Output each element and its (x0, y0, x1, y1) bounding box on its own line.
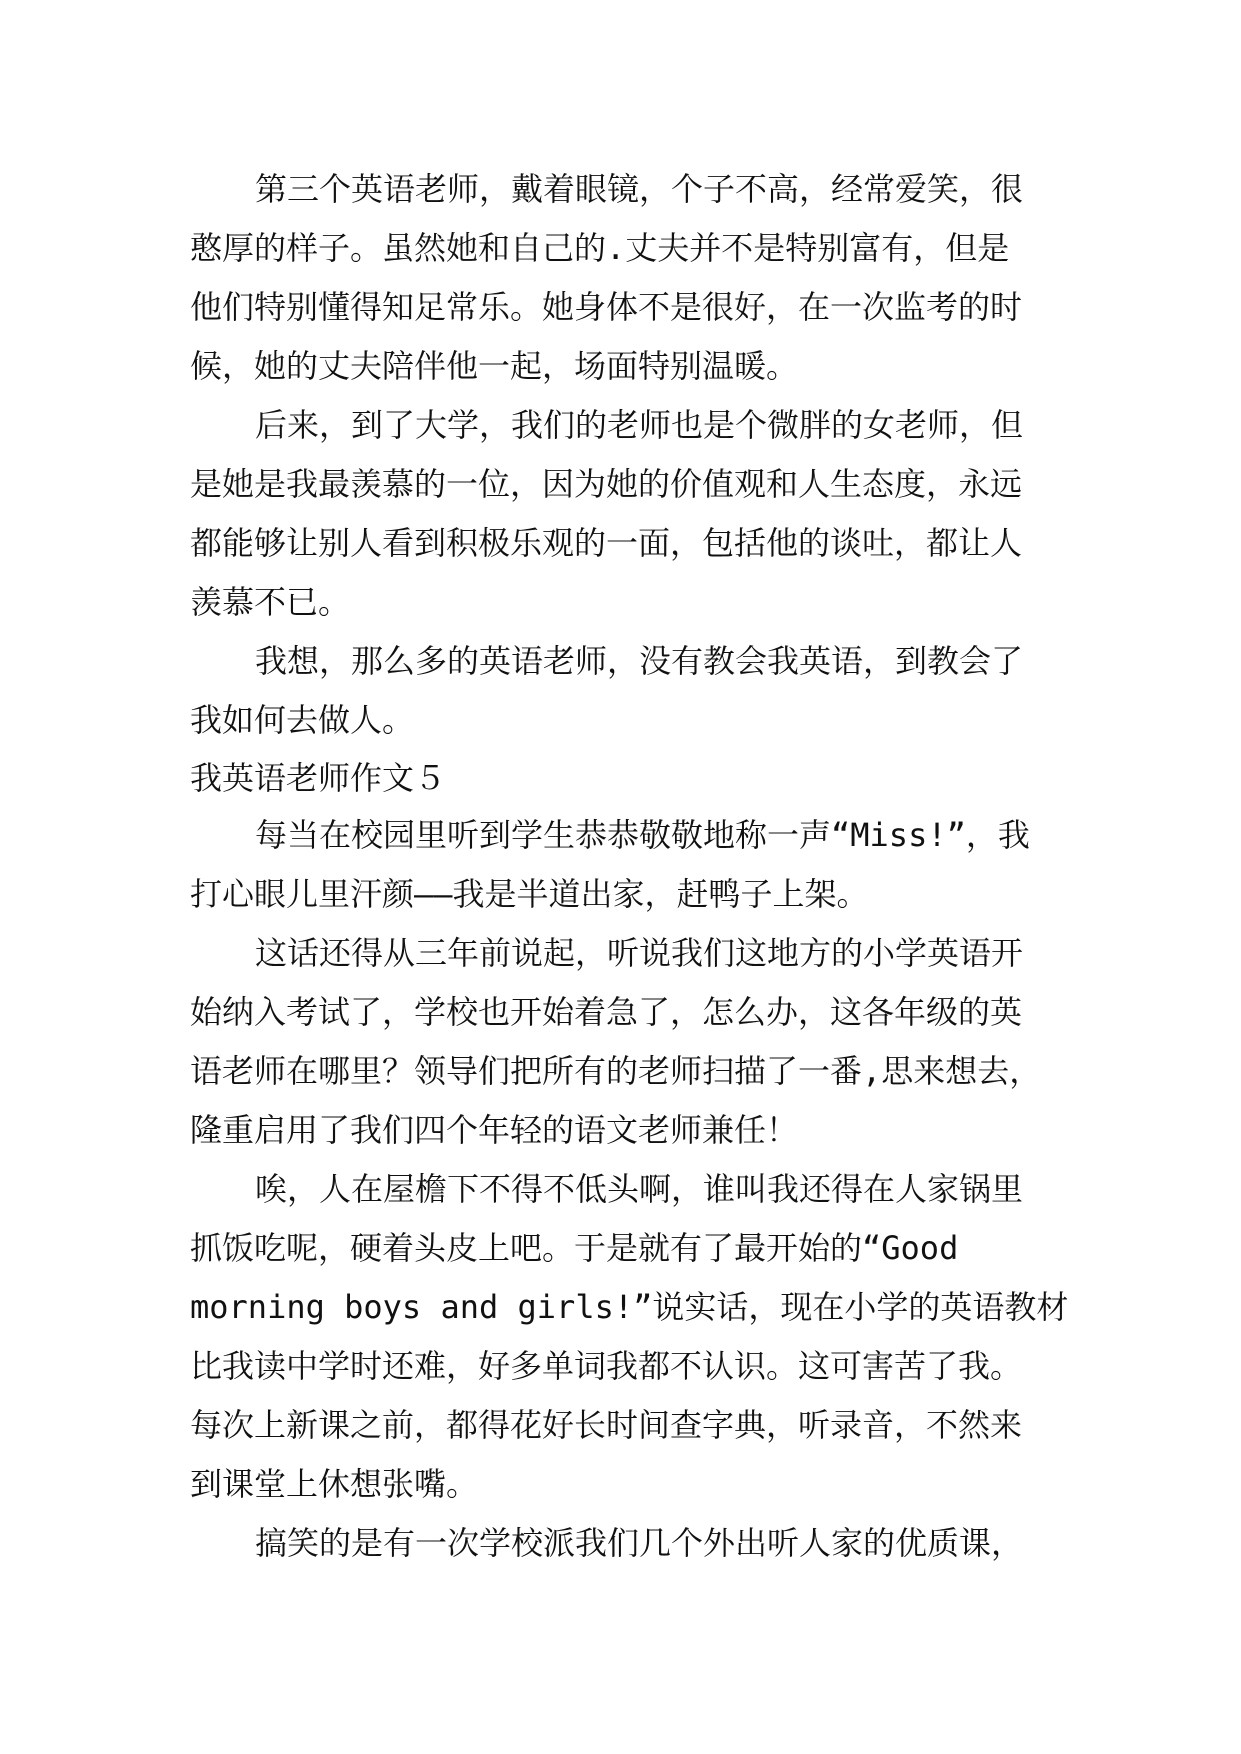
text-line: 是她是我最羡慕的一位，因为她的价值观和人生态度，永远 (190, 465, 1023, 503)
section-heading: 我英语老师作文５ (190, 759, 447, 797)
text-line: 语老师在哪里？领导们把所有的老师扫描了一番,思来想去， (190, 1052, 1042, 1090)
text-line: 羡慕不已。 (190, 583, 351, 621)
text-line: 每当在校园里听到学生恭恭敬敬地称一声“Miss!”，我 (255, 816, 1030, 854)
text-line: 始纳入考试了，学校也开始着急了，怎么办，这各年级的英 (190, 993, 1023, 1031)
text-line: 我如何去做人。 (190, 701, 415, 739)
text-line: 到课堂上休想张嘴。 (190, 1465, 479, 1503)
text-line: 唉，人在屋檐下不得不低头啊，谁叫我还得在人家锅里 (255, 1170, 1024, 1208)
text-line: 他们特别懂得知足常乐。她身体不是很好，在一次监考的时 (190, 288, 1023, 326)
text-line: 搞笑的是有一次学校派我们几个外出听人家的优质课， (255, 1524, 1024, 1562)
text-line: 都能够让别人看到积极乐观的一面，包括他的谈吐，都让人 (190, 524, 1023, 562)
text-line: 抓饭吃呢，硬着头皮上吧。于是就有了最开始的“Good (190, 1229, 959, 1267)
text-line: 每次上新课之前，都得花好长时间查字典，听录音，不然来 (190, 1406, 1023, 1444)
text-line: 我想，那么多的英语老师，没有教会我英语，到教会了 (255, 642, 1024, 680)
text-line: 第三个英语老师，戴着眼镜，个子不高，经常爱笑，很 (255, 170, 1024, 208)
text-line: 后来，到了大学，我们的老师也是个微胖的女老师，但 (255, 406, 1024, 444)
text-line: morning boys and girls!”说实话，现在小学的英语教材 (190, 1288, 1069, 1326)
text-line: 打心眼儿里汗颜——我是半道出家，赶鸭子上架。 (190, 875, 869, 913)
text-line: 隆重启用了我们四个年轻的语文老师兼任！ (190, 1111, 799, 1149)
document-body (190, 160, 1069, 1573)
text-line: 憨厚的样子。虽然她和自己的.丈夫并不是特别富有，但是 (190, 229, 1010, 267)
text-line: 这话还得从三年前说起，听说我们这地方的小学英语开 (255, 934, 1024, 972)
text-line: 候，她的丈夫陪伴他一起，场面特别温暖。 (190, 347, 799, 385)
text-line: 比我读中学时还难，好多单词我都不认识。这可害苦了我。 (190, 1347, 1023, 1385)
